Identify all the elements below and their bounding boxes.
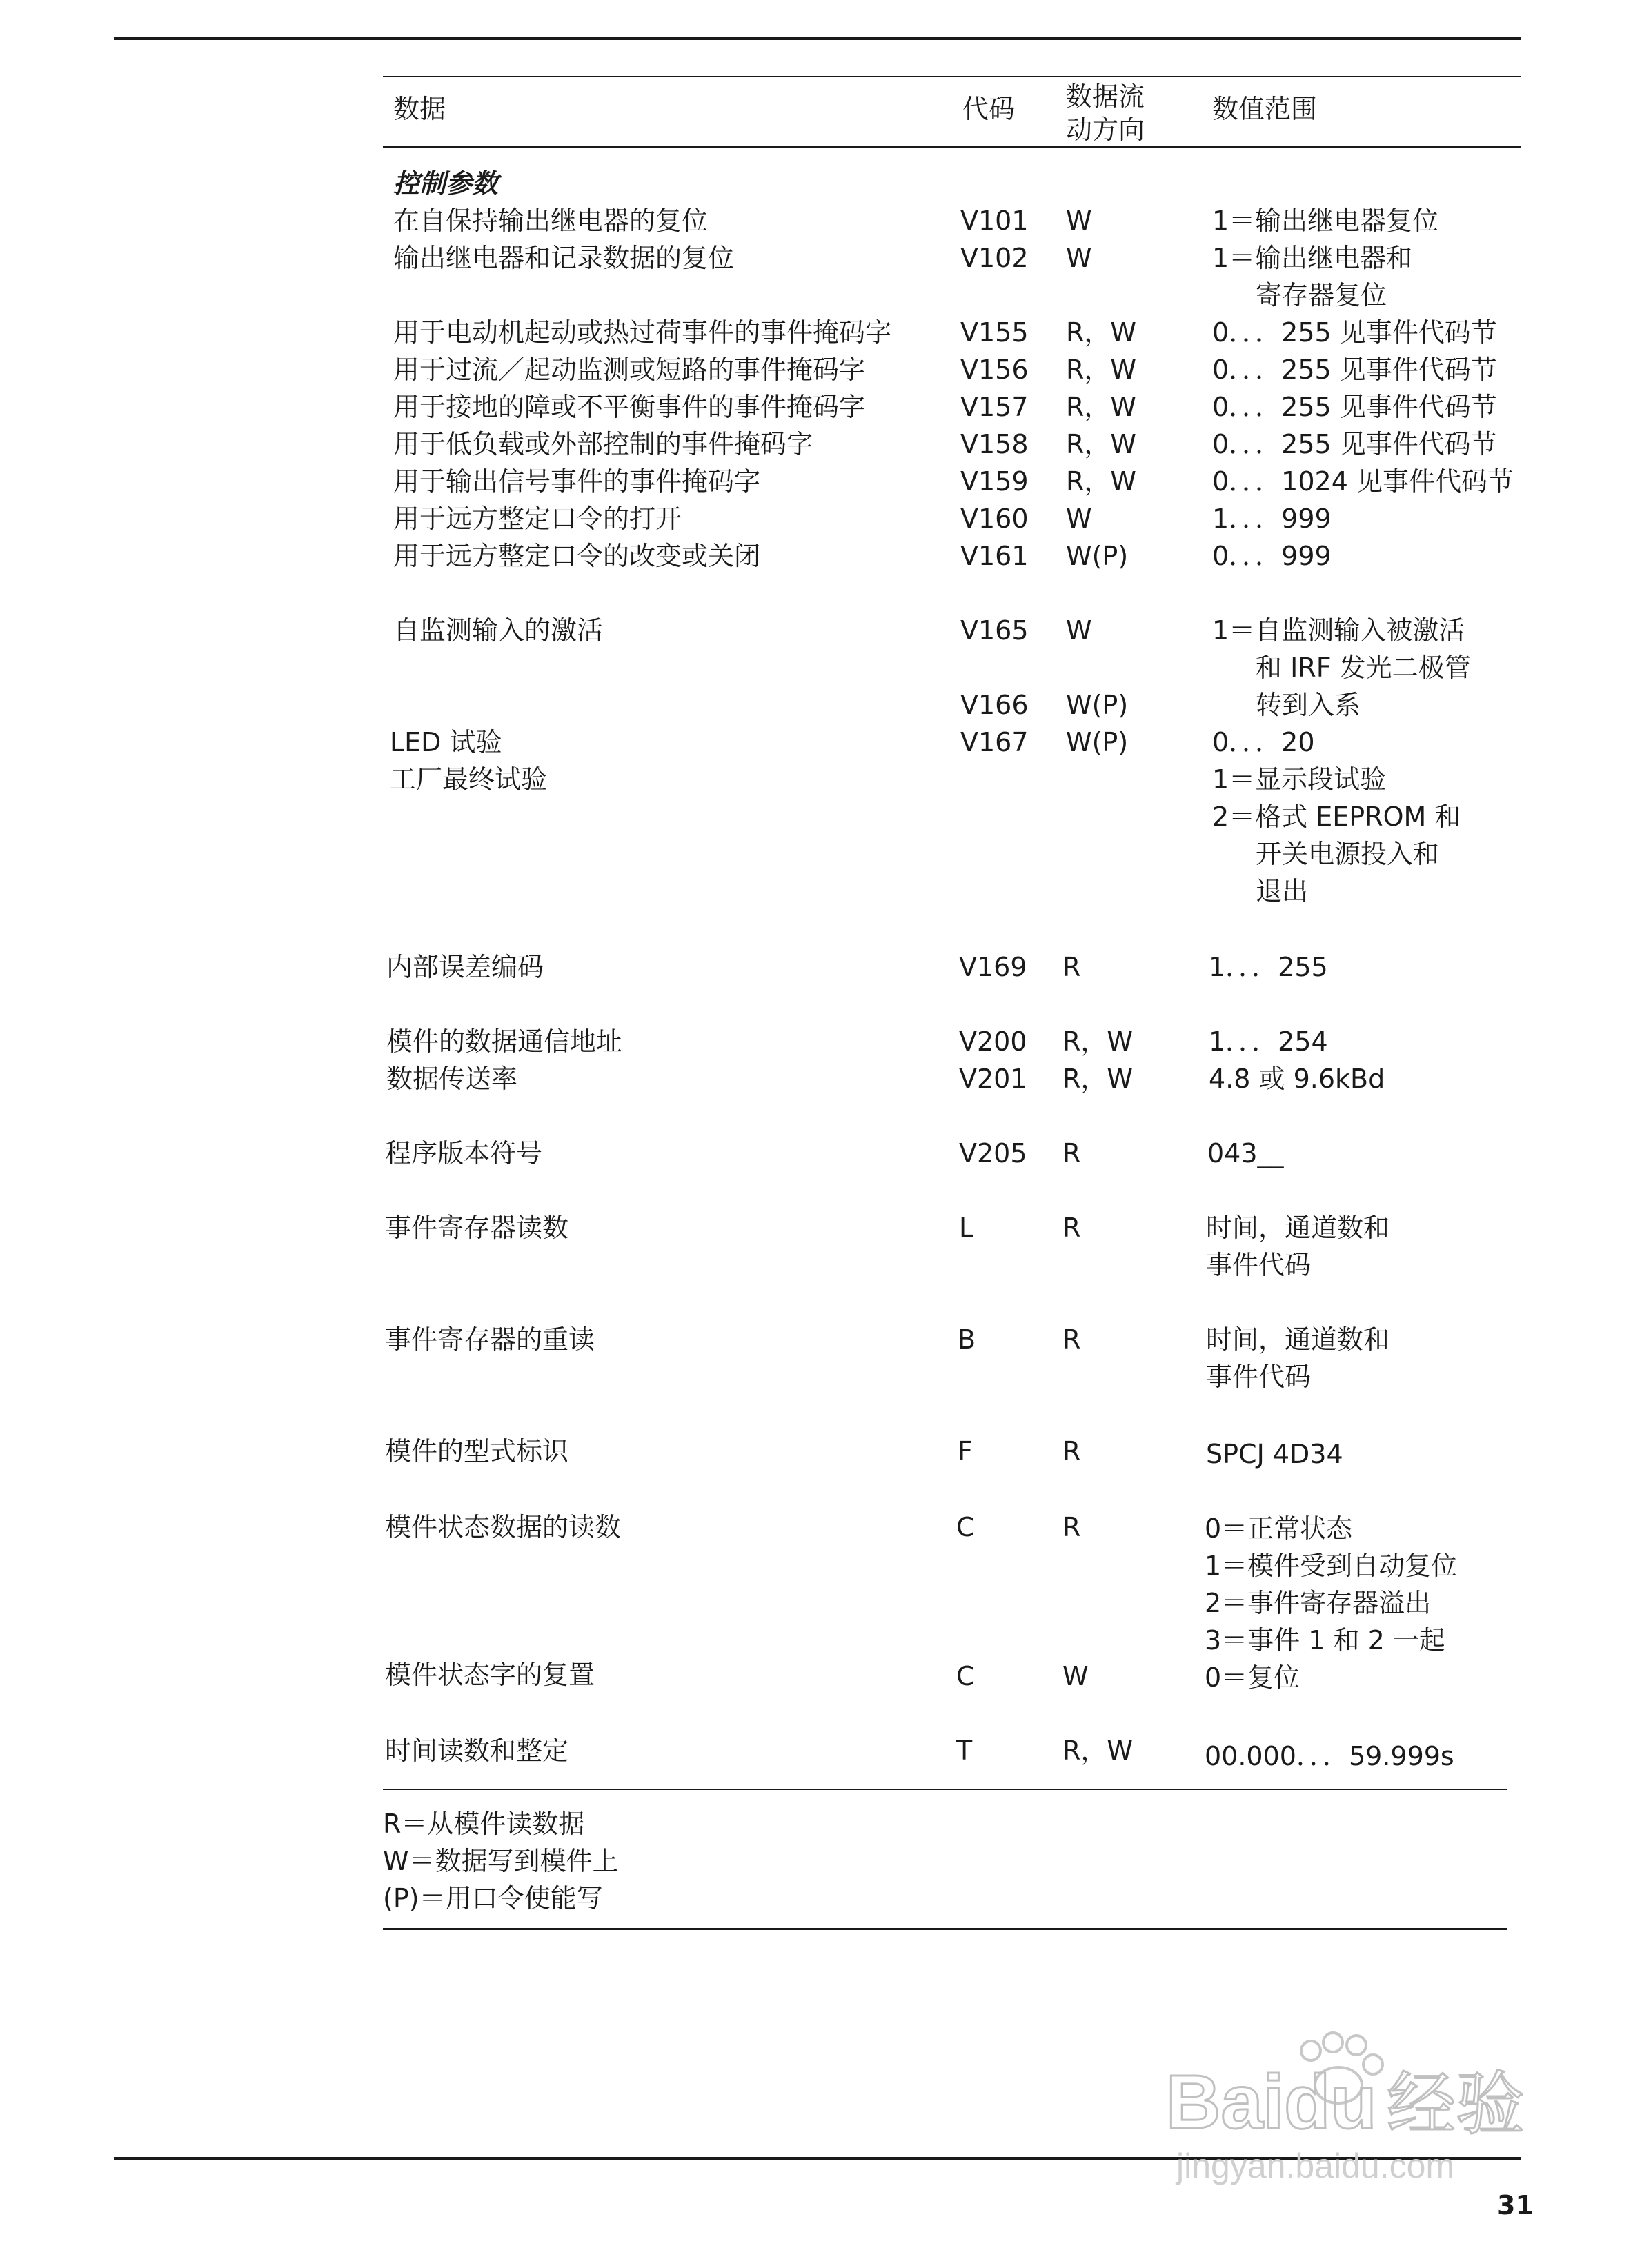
row-range: 0．．．255 见事件代码节: [1212, 429, 1497, 459]
row-direction: R，W: [1066, 466, 1136, 497]
header-col-code: 代码: [962, 94, 1016, 124]
row-range-cont: 开关电源投入和: [1256, 839, 1440, 869]
row-name: LED 试验: [390, 727, 502, 757]
row-range-cont: 寄存器复位: [1256, 280, 1387, 310]
row-range: 0．．．999: [1212, 541, 1332, 571]
row-code: V161: [960, 541, 1029, 571]
row-range: 0．．．1024 见事件代码节: [1212, 466, 1514, 497]
row-direction: R，W: [1066, 355, 1136, 385]
row-range-cont: 转到入系: [1256, 690, 1361, 720]
top-border-rule: [114, 37, 1521, 40]
row-name: 模件的型式标识: [385, 1436, 569, 1466]
row-code: L: [959, 1213, 974, 1243]
row-range: 1．．．254: [1209, 1026, 1328, 1057]
row-code: V156: [960, 355, 1029, 385]
row-direction: W: [1066, 615, 1092, 646]
row-direction: R: [1062, 1436, 1081, 1466]
row-code: V201: [959, 1064, 1027, 1094]
row-direction: R: [1062, 1324, 1081, 1355]
row-direction: R，W: [1066, 429, 1136, 459]
row-range: SPCJ 4D34: [1206, 1439, 1343, 1469]
row-name: 事件寄存器的重读: [385, 1324, 595, 1355]
row-code: C: [956, 1661, 975, 1691]
row-direction: R: [1062, 1213, 1081, 1243]
row-range: 0．．．255 见事件代码节: [1212, 392, 1497, 422]
header-bottom-rule: [383, 146, 1521, 148]
row-name: 自监测输入的激活: [393, 615, 604, 646]
row-name: 用于远方整定口令的打开: [393, 504, 682, 534]
row-range-cont: 1＝模件受到自动复位: [1205, 1551, 1458, 1581]
row-code: V166: [960, 690, 1029, 720]
row-code: V165: [960, 615, 1029, 646]
row-code: V205: [959, 1138, 1027, 1168]
row-range: 1＝自监测输入被激活: [1212, 615, 1465, 646]
row-code: F: [958, 1436, 973, 1466]
row-code: C: [956, 1512, 975, 1542]
table-bottom-rule: [383, 1789, 1507, 1790]
row-code: V158: [960, 429, 1029, 459]
row-range: 00.000．．．59.999s: [1205, 1741, 1454, 1771]
watermark-logo: [1166, 2025, 1539, 2190]
row-range-cont: 2＝格式 EEPROM 和: [1212, 802, 1461, 832]
row-range: 0．．．255 见事件代码节: [1212, 355, 1497, 385]
row-range: 0．．．255 见事件代码节: [1212, 317, 1497, 348]
row-name: 用于过流／起动监测或短路的事件掩码字: [393, 355, 866, 385]
row-name: 用于输出信号事件的事件掩码字: [393, 466, 761, 497]
row-range: 时间，通道数和: [1206, 1213, 1390, 1243]
row-direction: R，W: [1062, 1064, 1133, 1094]
row-direction: R，W: [1062, 1735, 1133, 1766]
row-direction: W(P): [1066, 727, 1129, 757]
row-direction: W: [1066, 206, 1092, 236]
legend-item: (P)＝用口令使能写: [383, 1883, 603, 1913]
row-name: 在自保持输出继电器的复位: [393, 206, 709, 236]
row-range: 0．．．20: [1212, 727, 1315, 757]
row-range-cont: 退出: [1256, 876, 1309, 906]
row-direction: R，W: [1066, 392, 1136, 422]
row-direction: R: [1062, 1512, 1081, 1542]
page-number: 31: [1497, 2190, 1534, 2220]
header-col-flow-line1: 数据流: [1066, 81, 1145, 112]
row-code: V167: [960, 727, 1029, 757]
row-name: 程序版本符号: [385, 1138, 543, 1168]
legend-bottom-rule: [383, 1928, 1507, 1930]
row-name: 工厂最终试验: [390, 764, 548, 795]
row-range-cont: 2＝事件寄存器溢出: [1205, 1588, 1432, 1618]
row-code: V160: [960, 504, 1029, 534]
row-direction: W(P): [1066, 541, 1129, 571]
row-name: 用于接地的障或不平衡事件的事件掩码字: [393, 392, 866, 422]
row-name: 时间读数和整定: [385, 1735, 569, 1766]
legend-item: R＝从模件读数据: [383, 1809, 585, 1839]
row-name: 用于电动机起动或热过荷事件的事件掩码字: [393, 317, 892, 348]
row-range: 时间，通道数和: [1206, 1324, 1390, 1355]
row-range: 4.8 或 9.6kBd: [1209, 1064, 1385, 1094]
header-col-range: 数值范围: [1212, 94, 1318, 124]
row-range-cont: 事件代码: [1206, 1362, 1312, 1392]
row-code: V102: [960, 243, 1029, 273]
header-col-data: 数据: [393, 94, 446, 124]
row-range: 0＝正常状态: [1205, 1513, 1353, 1544]
row-code: V157: [960, 392, 1029, 422]
row-range: 0＝复位: [1205, 1662, 1300, 1693]
table-top-rule: [383, 76, 1521, 77]
row-code: V159: [960, 466, 1029, 497]
row-name: 用于低负载或外部控制的事件掩码字: [393, 429, 813, 459]
watermark-brand: Baidu: [1166, 2060, 1377, 2145]
watermark-cn: 经验: [1387, 2064, 1525, 2145]
row-range: 1．．．255: [1209, 952, 1328, 982]
row-range-cont: 3＝事件 1 和 2 一起: [1205, 1625, 1445, 1655]
row-range: 1＝输出继电器复位: [1212, 206, 1439, 236]
row-name: 输出继电器和记录数据的复位: [393, 243, 735, 273]
row-code: V155: [960, 317, 1029, 348]
row-name: 数据传送率: [386, 1064, 518, 1094]
row-direction: R: [1062, 1138, 1081, 1168]
header-col-flow-line2: 动方向: [1066, 115, 1145, 145]
row-code: V200: [959, 1026, 1027, 1057]
row-name: 模件状态字的复置: [385, 1660, 595, 1690]
row-range: 1＝显示段试验: [1212, 764, 1387, 795]
row-range: 1＝输出继电器和: [1212, 243, 1413, 273]
row-direction: R: [1062, 952, 1081, 982]
row-range: 1．．．999: [1212, 504, 1332, 534]
row-name: 模件的数据通信地址: [386, 1026, 623, 1057]
row-name: 内部误差编码: [386, 952, 544, 982]
row-name: 事件寄存器读数: [385, 1213, 569, 1243]
row-code: V169: [959, 952, 1027, 982]
section-title: 控制参数: [393, 168, 499, 199]
row-direction: W(P): [1066, 690, 1129, 720]
row-direction: R，W: [1066, 317, 1136, 348]
row-range: 043__: [1207, 1138, 1284, 1168]
watermark-url: jingyan.baidu.com: [1176, 2147, 1455, 2185]
row-direction: W: [1062, 1661, 1089, 1691]
row-code: B: [958, 1324, 976, 1355]
row-code: T: [956, 1735, 973, 1766]
row-name: 模件状态数据的读数: [385, 1512, 622, 1542]
row-direction: W: [1066, 243, 1092, 273]
row-range-cont: 事件代码: [1206, 1250, 1312, 1280]
row-range-cont: 和 IRF 发光二极管: [1256, 653, 1471, 683]
row-direction: W: [1066, 504, 1092, 534]
row-name: 用于远方整定口令的改变或关闭: [393, 541, 761, 571]
legend-item: W＝数据写到模件上: [383, 1846, 619, 1876]
row-direction: R，W: [1062, 1026, 1133, 1057]
row-code: V101: [960, 206, 1029, 236]
